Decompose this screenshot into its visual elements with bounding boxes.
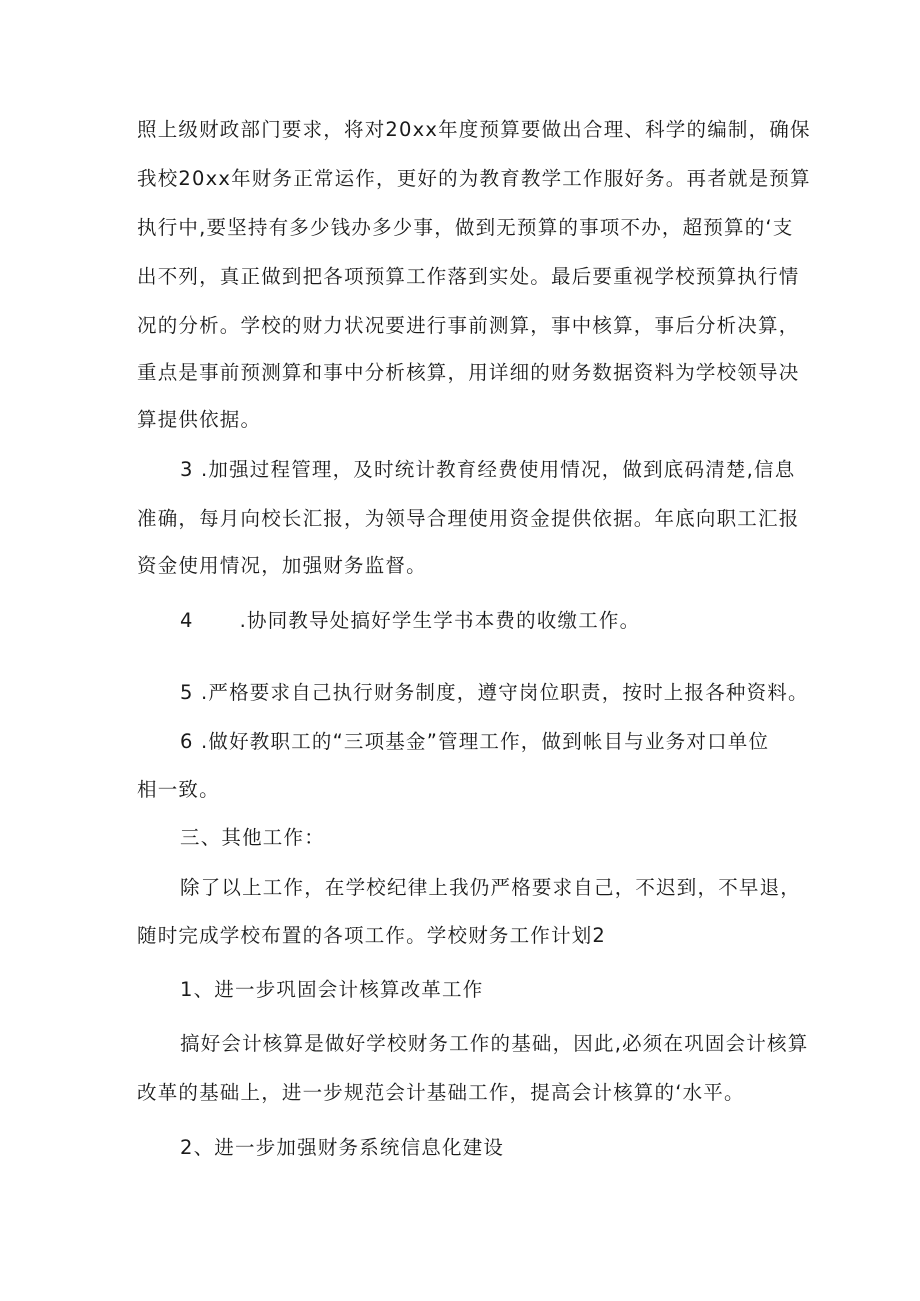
paragraph-line: 随时完成学校布置的各项工作。学校财务工作计划2 — [137, 924, 607, 947]
list-item-5-line: 5 .严格要求自己执行财务制度，遵守岗位职责，按时上报各种资料。 — [180, 681, 809, 704]
subheading-1: 1、进一步巩固会计核算改革工作 — [180, 978, 484, 1001]
list-item-3-line: 3 .加强过程管理，及时统计教育经费使用情况，做到底码清楚,信息 — [180, 458, 796, 481]
list-item-4-line — [180, 609, 640, 633]
paragraph-line: 出不列，真正做到把各项预算工作落到实处。最后要重视学校预算执行情 — [137, 265, 800, 288]
paragraph-line: 照上级财政部门要求，将对20xx年度预算要做出合理、科学的编制，确保 — [137, 118, 811, 141]
paragraph-line: 资金使用情况，加强财务监督。 — [137, 554, 427, 577]
section-heading: 三、其他工作： — [180, 826, 325, 849]
paragraph-line: 相一致。 — [137, 778, 220, 801]
paragraph-line: 准确，每月向校长汇报，为领导合理使用资金提供依据。年底向职工汇报 — [137, 507, 800, 530]
paragraph-line: 改革的基础上，进一步规范会计基础工作，提高会计核算的‘水平。 — [137, 1081, 745, 1104]
paragraph-line: 执行中,要坚持有多少钱办多少事，做到无预算的事项不办，超预算的‘支 — [137, 216, 794, 239]
paragraph-line: 算提供依据。 — [137, 408, 262, 431]
paragraph-line: 重点是事前预测算和事中分析核算，用详细的财务数据资料为学校领导决 — [137, 361, 800, 384]
paragraph-line: 我校20xx年财务正常运作，更好的为教育教学工作服好务。再者就是预算 — [137, 167, 811, 190]
paragraph-line: 搞好会计核算是做好学校财务工作的基础，因此,必须在巩固会计核算 — [180, 1032, 809, 1055]
paragraph-line: 除了以上工作，在学校纪律上我仍严格要求自己，不迟到，不早退， — [180, 876, 802, 899]
list-item-text: .协同教导处搞好学生学书本费的收缴工作。 — [239, 609, 641, 632]
paragraph-line: 况的分析。学校的财力状况要进行事前测算，事中核算，事后分析决算， — [137, 314, 800, 337]
subheading-2: 2、进一步加强财务系统信息化建设 — [180, 1136, 505, 1159]
list-item-6-line: 6 .做好教职工的“三项基金”管理工作，做到帐目与业务对口单位 — [180, 730, 770, 753]
list-item-number: 4 — [180, 609, 194, 632]
